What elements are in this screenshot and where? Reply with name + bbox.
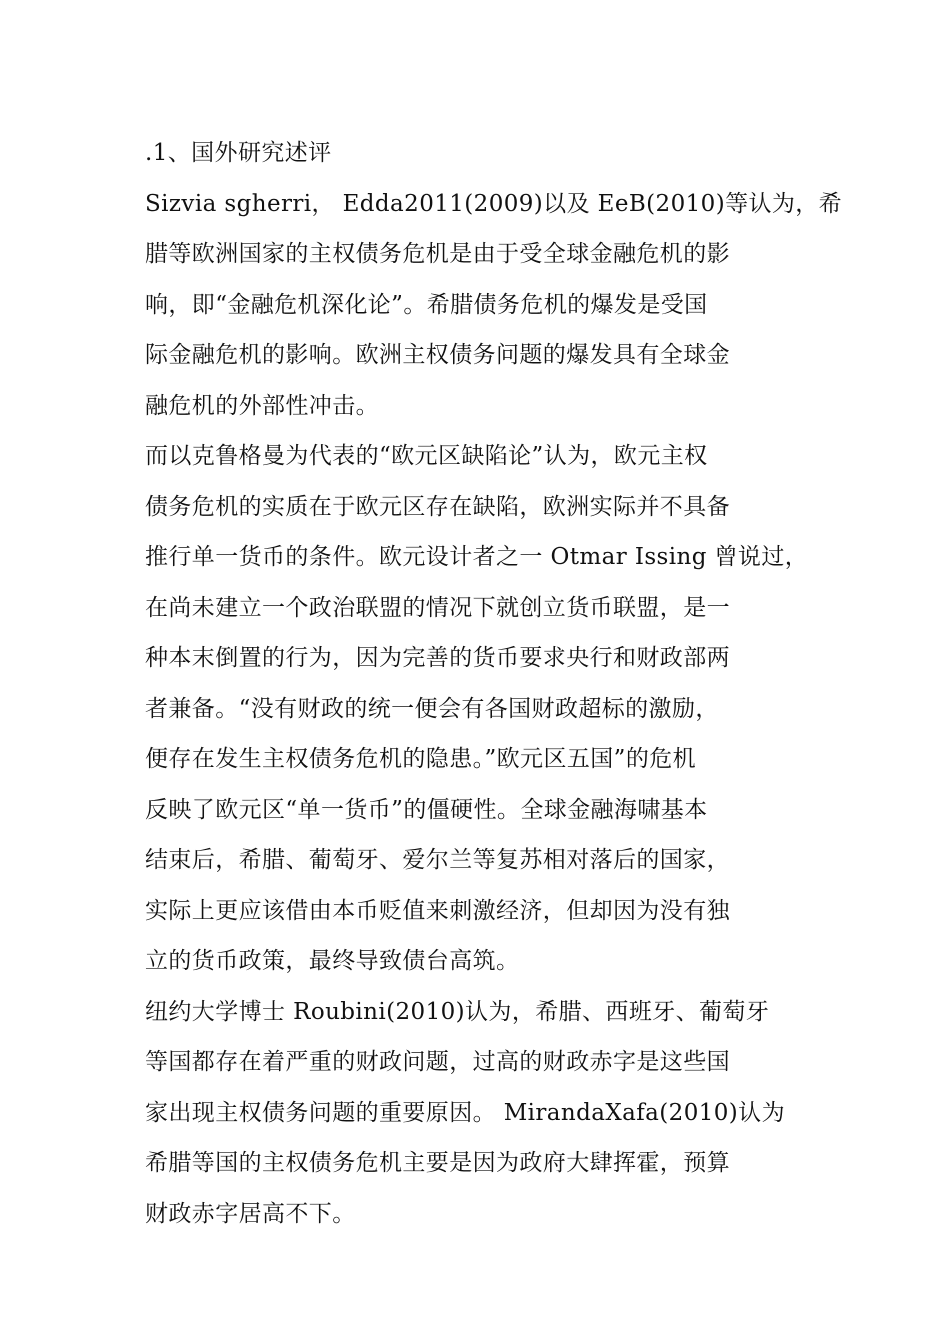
section-heading: .1、国外研究述评	[145, 140, 332, 166]
paragraph-line: 腊等欧洲国家的主权债务危机是由于受全球金融危机的影	[145, 241, 730, 267]
document-body	[145, 128, 843, 1239]
paragraph-line: 财政赤字居高不下。	[145, 1200, 356, 1227]
paragraph-line: 纽约大学博士 Roubini(2010)认为，希腊、西班牙、葡萄牙	[145, 998, 770, 1025]
paragraph-line: 推行单一货币的条件。欧元设计者之一 Otmar Issing 曾说过，	[145, 544, 809, 570]
paragraph-line: 便存在发生主权债务危机的隐患。”欧元区五国”的危机	[145, 746, 697, 772]
paragraph-line: 际金融危机的影响。欧洲主权债务问题的爆发具有全球金	[145, 342, 730, 368]
paragraph-line: 债务危机的实质在于欧元区存在缺陷，欧洲实际并不具备	[145, 493, 730, 520]
paragraph-line: 等国都存在着严重的财政问题，过高的财政赤字是这些国	[145, 1049, 730, 1075]
paragraph-2	[145, 431, 815, 987]
paragraph-line: 家出现主权债务问题的重要原因。 MirandaXafa(2010)认为	[145, 1099, 785, 1126]
paragraph-line: 结束后，希腊、葡萄牙、爱尔兰等复苏相对落后的国家，	[145, 847, 730, 873]
paragraph-line: 而以克鲁格曼为代表的“欧元区缺陷论”认为，欧元主权	[145, 443, 708, 469]
paragraph-line: 实际上更应该借由本币贬值来刺激经济，但却因为没有独	[145, 897, 730, 924]
paragraph-line: 反映了欧元区“单一货币”的僵硬性。全球金融海啸基本	[145, 796, 708, 823]
paragraph-1	[145, 179, 843, 432]
paragraph-line: 者兼备。“没有财政的统一便会有各国财政超标的激励，	[145, 695, 719, 722]
paragraph-line: 种本末倒置的行为，因为完善的货币要求央行和财政部两	[145, 645, 730, 671]
paragraph-line: 响，即“金融危机深化论”。希腊债务危机的爆发是受国	[145, 291, 708, 318]
paragraph-line: 希腊等国的主权债务危机主要是因为政府大肆挥霍，预算	[145, 1150, 730, 1176]
paragraph-3	[145, 987, 815, 1240]
paragraph-line: Sizvia sgherri， Edda2011(2009)以及 EeB(2010)等认为，希	[145, 190, 843, 217]
paragraph-line: 在尚未建立一个政治联盟的情况下就创立货币联盟，是一	[145, 594, 730, 621]
paragraph-line: 立的货币政策，最终导致债台高筑。	[145, 948, 520, 974]
paragraph-line: 融危机的外部性冲击。	[145, 392, 379, 419]
